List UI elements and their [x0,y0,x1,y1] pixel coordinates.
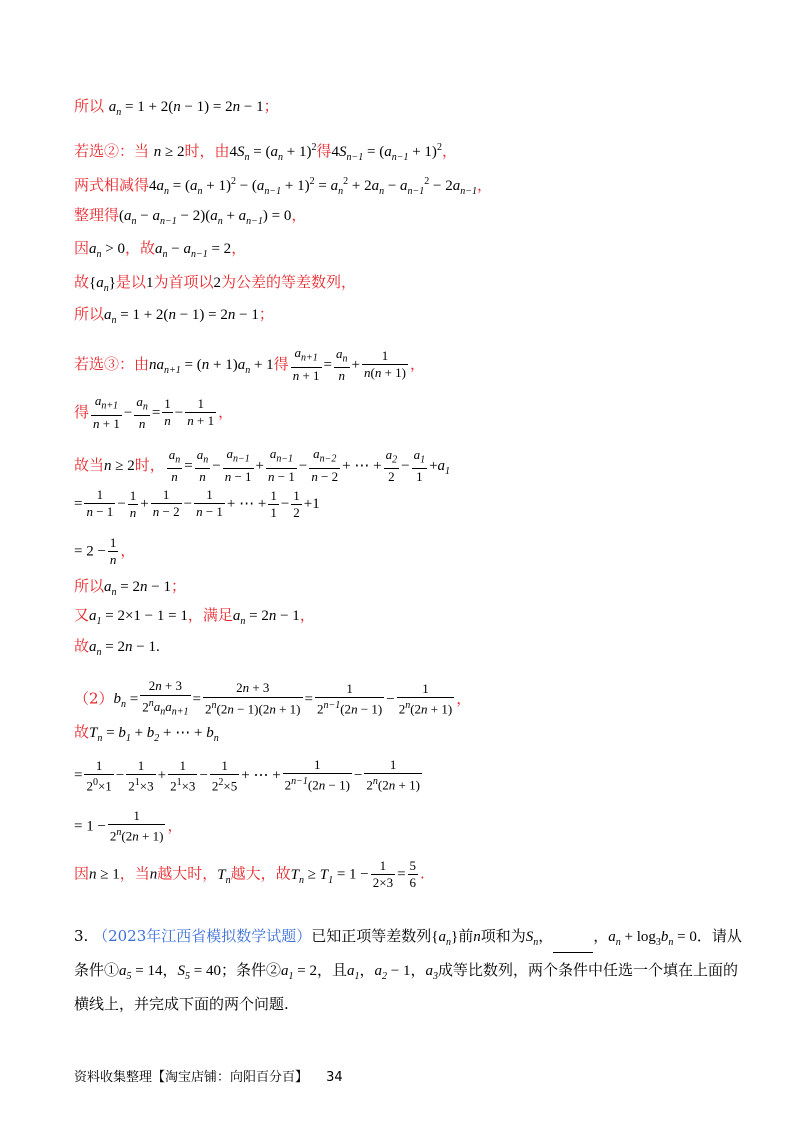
text: 成等比数列，两个条件中任选一个填在上面的 [437,961,738,979]
text: 越大，故 [230,864,291,883]
text: ， [299,606,315,624]
text: 得 [316,142,332,160]
text: 故 [74,723,90,741]
text: ，故 [124,239,155,257]
text: 为首项以 [153,273,214,291]
text: 得 [273,354,289,373]
text: 为公差的等差数列， [220,273,356,291]
text: 所以 [74,97,105,115]
text: ， [231,239,247,257]
footer-text: 资料收集整理【淘宝店铺：向阳百分百】 [74,1070,309,1085]
text: 所以 [74,577,105,595]
text: 项和为 [480,927,526,945]
text: ，且 [316,961,347,979]
text: ， [291,206,307,224]
text-line: 两式相减得$4a_n = (a_n + 1)^2 - (a_{n-1} + 1)^2 = a_n^2 + 2a_n - a_{n-1}^2 - 2a_{n-1}$， [74,176,493,197]
text: ； [263,97,279,115]
text: 故当 [74,455,105,474]
text-line: 因$a_n > 0$，故$a_n - a_{n-1} = 2$， [74,239,247,260]
text-line: 故$a_n = 2n - 1$. [74,637,160,658]
text-line: 若选③：由$na_{n+1} = (n + 1)a_n + 1$得 $\frac{a_{n+1}}{n + 1}$ = $\frac{a_n}{n}$ + $\frac{1}{n(n + 1)}$ ， [74,345,425,384]
text: ， [359,961,375,979]
page-number: 34 [326,1070,343,1085]
text-line: 整理得$(a_n - a_{n-1} - 2)(a_n + a_{n-1}) = 0$， [74,206,307,227]
text: （2） [74,689,114,708]
text: 若选②：当 [74,142,150,160]
question-3-line-1: 3. （2023年江西省模拟数学试题）已知正项等差数列$\{a_n\}$前n项和为$S_n$， ，$a_n + \log_3b_n = 0$．请从 [74,926,742,953]
math-line: = $\frac{1}{n - 1}$ − $\frac{1}{n}$ + $\frac{1}{n - 2}$ − $\frac{1}{n - 1}$ + ⋯ + $\frac{1}{1}$ − $\frac{1}{2}$ +1 [74,487,320,520]
text: 已知正项等差数列 [311,927,432,945]
text-line: 故当n ≥ 2时， $\frac{a_n}{n}$ = $\frac{a_n}{n}$ − $\frac{a_{n-1}}{n - 1}$ + $\frac{a_{n-1}}{n - 1}$ − $\frac{a_{n-2}}{n - 2}$ + ⋯ + $\frac{a_2}{2}$ − $\frac{a_1}{1}$ $+a_1$ [74,446,451,485]
text: 因 [74,864,90,883]
text: 所以 [74,305,105,323]
text: ，满足 [187,606,233,624]
text-line: 所以$a_n = 1 + 2(n - 1) = 2n - 1$； [74,305,274,326]
math-line: = 1 − $\frac{1}{2^n(2n + 1)}$ ， [74,808,183,844]
text: 横线上，并完成下面的两个问题. [74,995,289,1013]
question-source: （2023年江西省模拟数学试题） [93,927,312,945]
text: ， [477,176,493,194]
text-line: 得 $\frac{a_{n+1}}{n + 1}$ − $\frac{a_n}{n}$ = $\frac{1}{n}$ − $\frac{1}{n + 1}$ ， [74,393,234,432]
text: 越大时， [157,864,218,883]
text: 条件① [74,961,120,979]
text-line: 所以 $a_n = 1 + 2(n - 1) = 2n - 1$； [74,97,279,118]
text: 得 [74,402,90,421]
text-line: 所以$a_n = 2n - 1$； [74,577,186,598]
text: 又 [74,606,90,624]
text: 故 [74,273,90,291]
page-footer [74,1066,343,1085]
text: ， [593,927,609,945]
question-number: 3. [74,927,89,945]
text: ， [409,354,425,373]
text-line: 故$\{a_n\}$是以1为首项以2为公差的等差数列， [74,273,356,294]
text: 整理得 [74,206,120,224]
text-line: 故$T_n = b_1 + b_2$ + ⋯ + $b_n$ [74,723,219,744]
text: ， [441,142,457,160]
text: ， [410,961,426,979]
text: ； [170,577,186,595]
text: ， [218,402,234,421]
text: ， [162,961,178,979]
text: 时， [134,455,165,474]
text: ．请从 [696,927,742,945]
text: ，当 [119,864,150,883]
text: 时，由 [184,142,230,160]
text: ， [538,927,554,945]
math-line: = 2 − $\frac{1}{n}$ ， [74,535,136,567]
text: 因 [74,239,90,257]
math-line: = $\frac{1}{2^0\times 1}$ − $\frac{1}{2^1\times 3}$ + $\frac{1}{2^1\times 3}$ − $\frac{1}{2^2\times 5}$ + ⋯ + $\frac{1}{2^{n-1}(2n - 1)}$ − $\frac{1}{2^n(2n + 1)}$ [74,757,420,793]
text-line: 若选②：当 n ≥ 2时，由$4S_n = (a_n + 1)^2$得$4S_{n-1} = (a_{n-1} + 1)^2$， [74,142,457,163]
text: 前 [458,927,474,945]
text: . [420,864,425,883]
text: ；条件② [220,961,281,979]
text: ； [258,305,274,323]
answer-blank [553,938,593,953]
text: 故 [74,637,90,655]
question-3-line-2: 条件$①a_5 = 14$，$S_5 = 40$；条件$②a_1 = 2$，且$a_1$，$a_2 - 1$，$a_3$成等比数列，两个条件中任选一个填在上面的 [74,961,738,982]
text-line: $(2)b_n$ = $\frac{2n + 3}{2^na_na_{n+1}}$ = $\frac{2n + 3}{2^n(2n - 1)(2n + 1)}$ = $\frac{1}{2^{n-1}(2n - 1)}$ − $\frac{1}{2^n(2n + 1)}$ ， [74,678,472,718]
question-3-line-3 [74,994,289,1014]
text-line: 又$a_1 = 2\times 1 - 1 = 1$，满足$a_n = 2n - 1$， [74,606,315,627]
text: 是以 [115,273,146,291]
text-line: 因n ≥ 1，当n越大时，$T_n$越大，故$T_n \ge T_1 = 1$ − $\frac{1}{2\times 3}$ = $\frac{5}{6}$ . [74,858,425,890]
text: 1 [145,275,154,291]
text: 若选③：由 [74,354,150,373]
text: 两式相减得 [74,176,150,194]
text: 2 [213,275,221,291]
